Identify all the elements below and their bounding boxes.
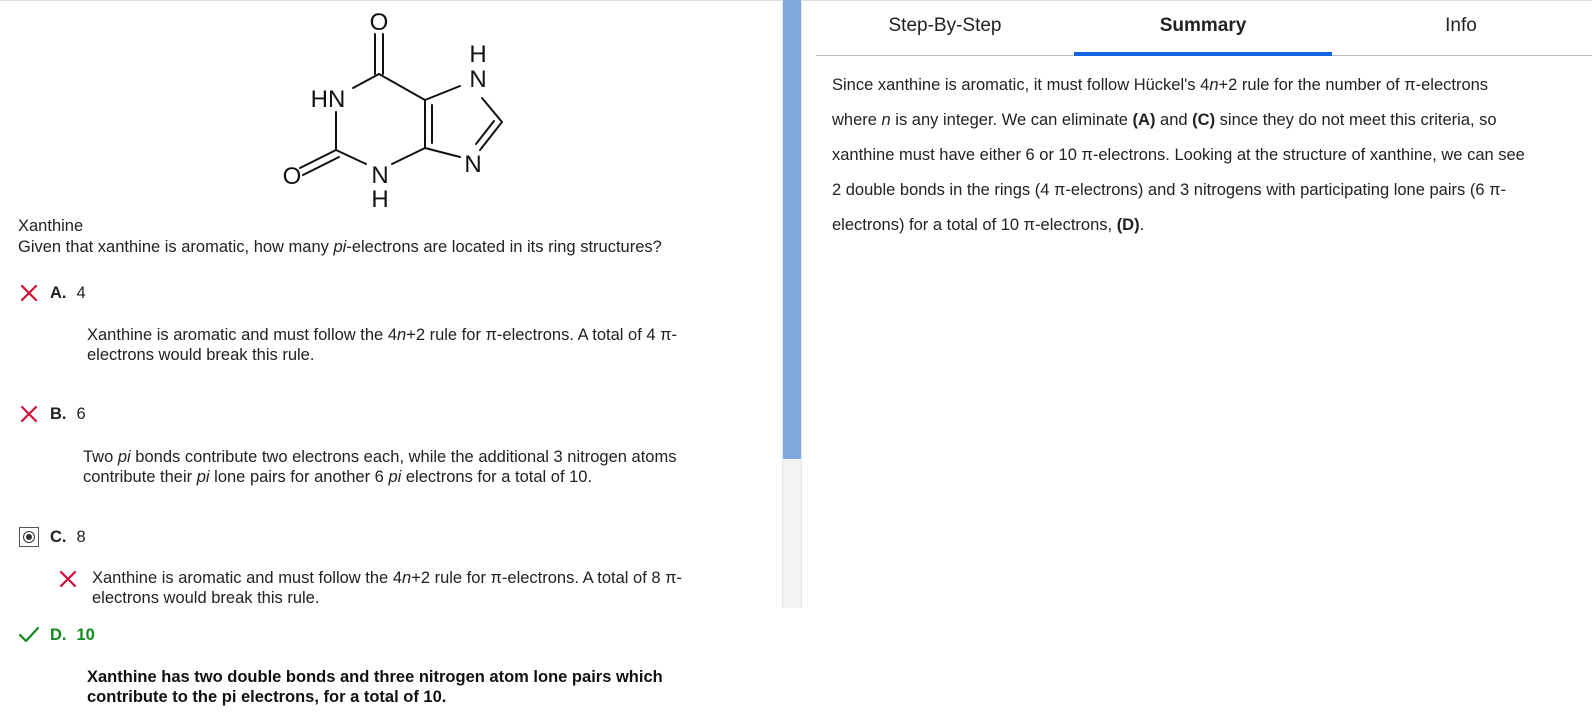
tab-summary[interactable]: Summary [1074,0,1332,55]
explanation-pane [816,0,1592,720]
atom-label-h-bottom: H [371,186,389,213]
option-letter: A. [50,283,67,302]
scrollbar-thumb[interactable] [783,0,801,459]
option-letter: B. [50,404,67,423]
option-value: 8 [76,527,86,546]
atom-label-n-top-right: N [469,66,487,93]
vertical-scrollbar[interactable] [782,0,802,608]
atom-label-n-bottom: N [371,162,389,189]
correct-check-icon [18,624,40,646]
tab-info[interactable]: Info [1445,14,1477,36]
option-letter: D. [50,625,67,644]
atom-label-hn: HN [310,86,346,113]
structure-caption: Xanthine [18,217,84,235]
option-letter: C. [50,527,67,546]
answer-option-a[interactable] [18,282,86,304]
xanthine-structure-diagram [280,4,520,216]
summary-text: Since xanthine is aromatic, it must follow Hückel's 4n+2 rule for the number of π-electrons where n is any integer. We can eliminate (A) and (C) since they do not meet this criteria, so xanthine must have either 6 or 10 π-electrons. Looking at the structure of xanthine, we can see 2 double bonds in the rings (4 π-electrons) and 3 nitrogens with participating lone pairs (6 π- electrons) for a total of 10 π-electrons, (D). [832,76,1525,234]
atom-label-o-left: O [282,163,302,190]
atom-label-n-right: N [464,151,482,178]
option-d-explanation: Xanthine has two double bonds and three nitrogen atom lone pairs which contribute to the pi electrons, for a total of 10. [87,668,663,706]
incorrect-x-icon [18,403,40,425]
answer-option-c[interactable] [18,526,86,548]
radio-selected-icon [23,531,35,543]
answer-option-d[interactable] [18,624,95,646]
incorrect-x-icon [18,282,40,304]
answer-option-b[interactable] [18,403,86,425]
explanation-tabs [816,0,1592,56]
tab-step-by-step[interactable]: Step-By-Step [888,14,1002,36]
question-text: Given that xanthine is aromatic, how many pi-electrons are located in its ring structures? [18,238,662,256]
option-value: 6 [76,404,86,423]
atom-label-h-top-right: H [469,41,487,68]
atom-label-o-top: O [369,9,389,36]
selected-radio-button[interactable] [18,526,40,548]
option-c-explanation: Xanthine is aromatic and must follow the 4n+2 rule for π-electrons. A total of 8 π- electrons would break this rule. [92,569,683,607]
question-pane [0,0,780,720]
option-value: 10 [76,625,95,644]
incorrect-x-icon [58,569,78,594]
option-a-explanation: Xanthine is aromatic and must follow the 4n+2 rule for π-electrons. A total of 4 π- electrons would break this rule. [87,326,678,364]
option-value: 4 [76,283,86,302]
option-b-explanation: Two pi bonds contribute two electrons each, while the additional 3 nitrogen atoms contribute their pi lone pairs for another 6 pi electrons for a total of 10. [83,448,677,486]
